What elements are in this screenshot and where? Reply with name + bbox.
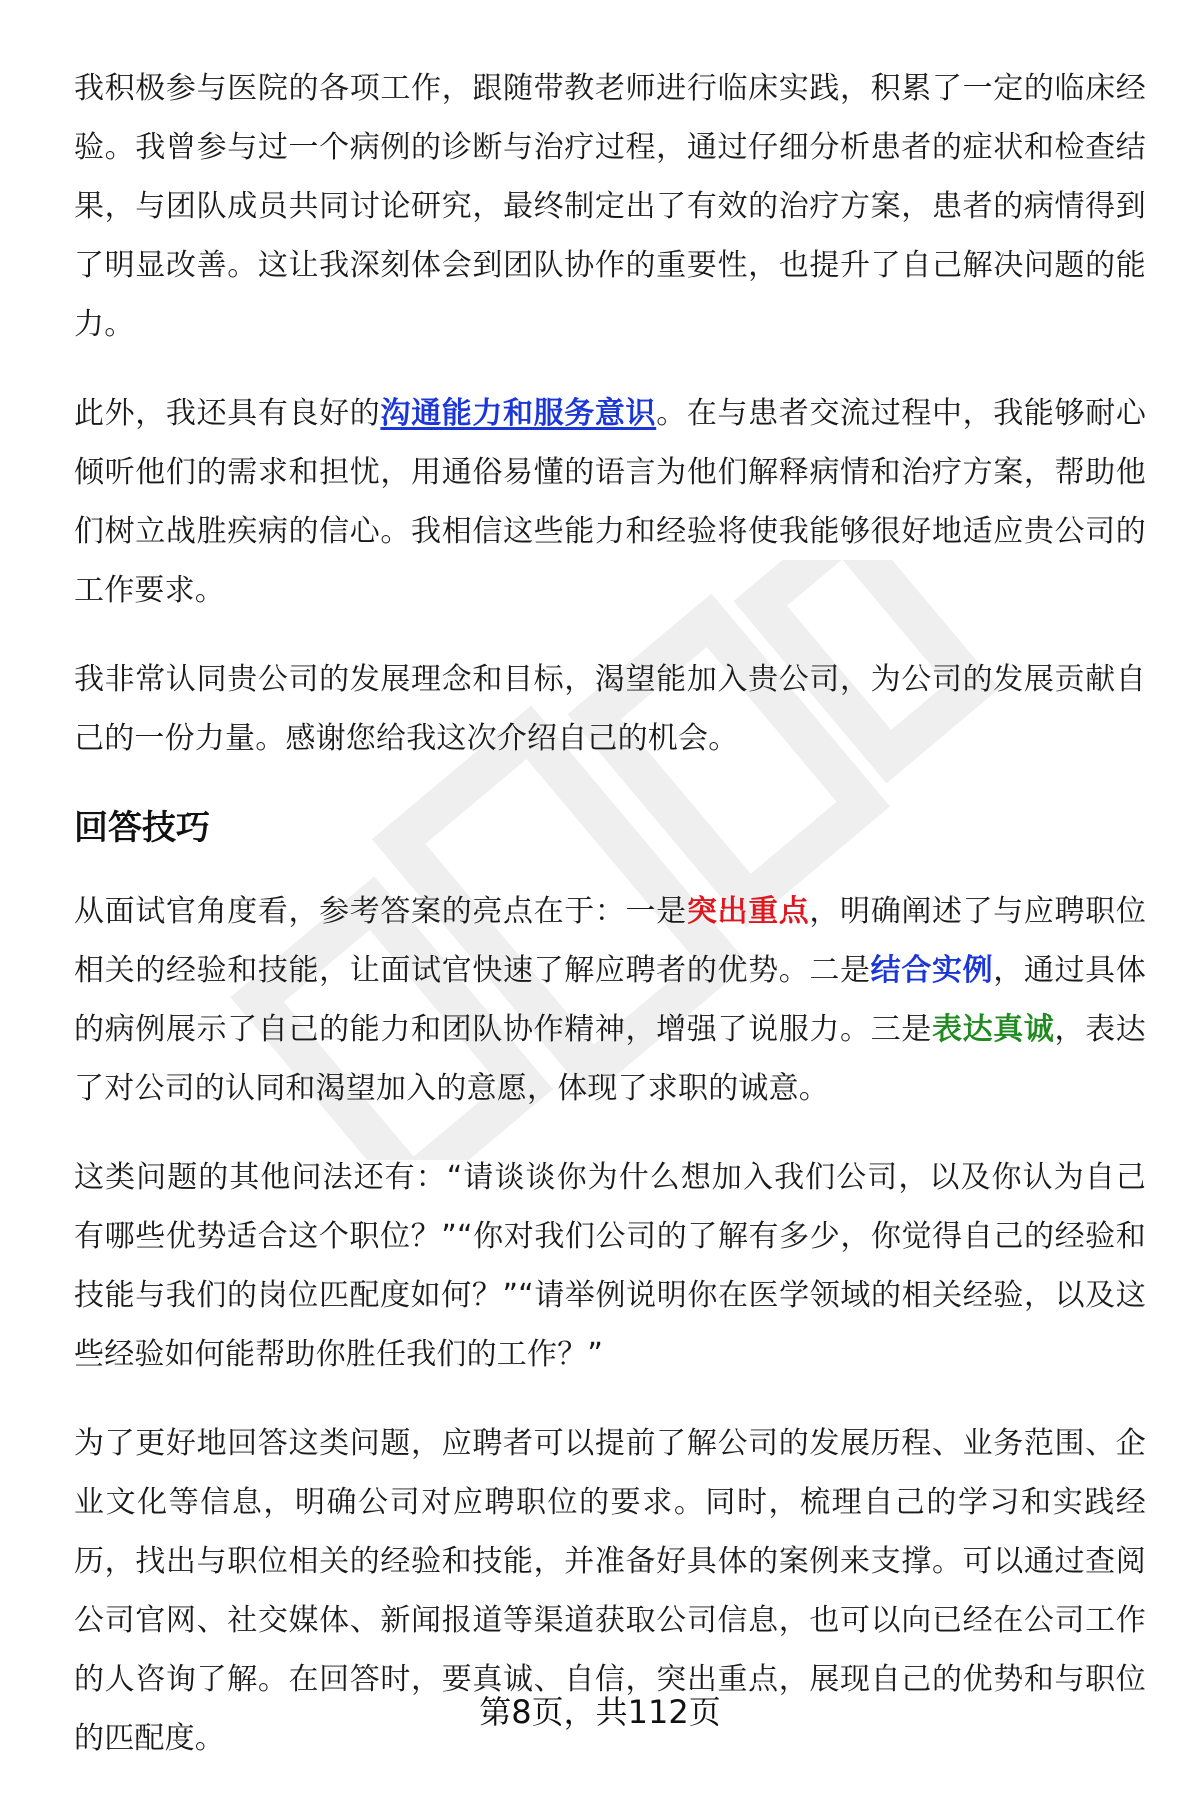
page-number-footer: 第8页，共112页 <box>479 1693 721 1731</box>
text-segment: 。在与患者交流过程中，我能够耐心倾听他们的需求和担忧，用通俗易懂的语言为他们解释病情和治疗方案，帮助他们树立战胜疾病的信心。我相信这些能力和经验将使我能够很好地适应贵公司的工作要求。 <box>74 396 1147 608</box>
paragraph-experience: 我积极参与医院的各项工作，跟随带教老师进行临床实践，积累了一定的临床经验。我曾参与过一个病例的诊断与治疗过程，通过仔细分析患者的症状和检查结果，与团队成员共同讨论研究，最终制定出了有效的治疗方案，患者的病情得到了明显改善。这让我深刻体会到团队协作的重要性，也提升了自己解决问题的能力。 <box>74 71 1146 342</box>
highlight-examples: 结合实例 <box>870 953 994 988</box>
text-segment: 从面试官角度看，参考答案的亮点在于：一是 <box>74 894 687 929</box>
text-segment: 此外，我还具有良好的 <box>74 396 381 431</box>
section-heading-answer-tips: 回答技巧 <box>74 808 210 848</box>
text-segment: ，表达了对公司的认同和渴望加入的意愿，体现了求职的诚意。 <box>74 1012 1146 1106</box>
highlight-communication-link[interactable]: 沟通能力和服务意识 <box>380 396 657 431</box>
text-segment: ，通过具体的病例展示了自己的能力和团队协作精神，增强了说服力。三是 <box>74 953 1147 1047</box>
paragraph-other-questions: 这类问题的其他问法还有：“请谈谈你为什么想加入我们公司，以及你认为自己有哪些优势适合这个职位？”“你对我们公司的了解有多少，你觉得自己的经验和技能与我们的岗位匹配度如何？”“请举例说明你在医学领域的相关经验，以及这些经验如何能帮助你胜任我们的工作？” <box>74 1160 1146 1372</box>
paragraph-preparation-advice: 为了更好地回答这类问题，应聘者可以提前了解公司的发展历程、业务范围、企业文化等信息，明确公司对应聘职位的要求。同时，梳理自己的学习和实践经历，找出与职位相关的经验和技能，并准备好具体的案例来支撑。可以通过查阅公司官网、社交媒体、新闻报道等渠道获取公司信息，也可以向已经在公司工作的人咨询了解。在回答时，要真诚、自信，突出重点，展现自己的优势和与职位的匹配度。 <box>74 1426 1146 1756</box>
paragraph-closing: 我非常认同贵公司的发展理念和目标，渴望能加入贵公司，为公司的发展贡献自己的一份力量。感谢您给我这次介绍自己的机会。 <box>74 662 1146 756</box>
paragraph-communication <box>74 384 1146 620</box>
paragraph-tips-highlights <box>74 882 1146 1118</box>
highlight-sincerity: 表达真诚 <box>931 1012 1055 1047</box>
document-body <box>74 59 1146 1798</box>
text-segment: ，明确阐述了与应聘职位相关的经验和技能，让面试官快速了解应聘者的优势。二是 <box>74 894 1147 988</box>
highlight-key-points: 突出重点 <box>686 894 810 929</box>
